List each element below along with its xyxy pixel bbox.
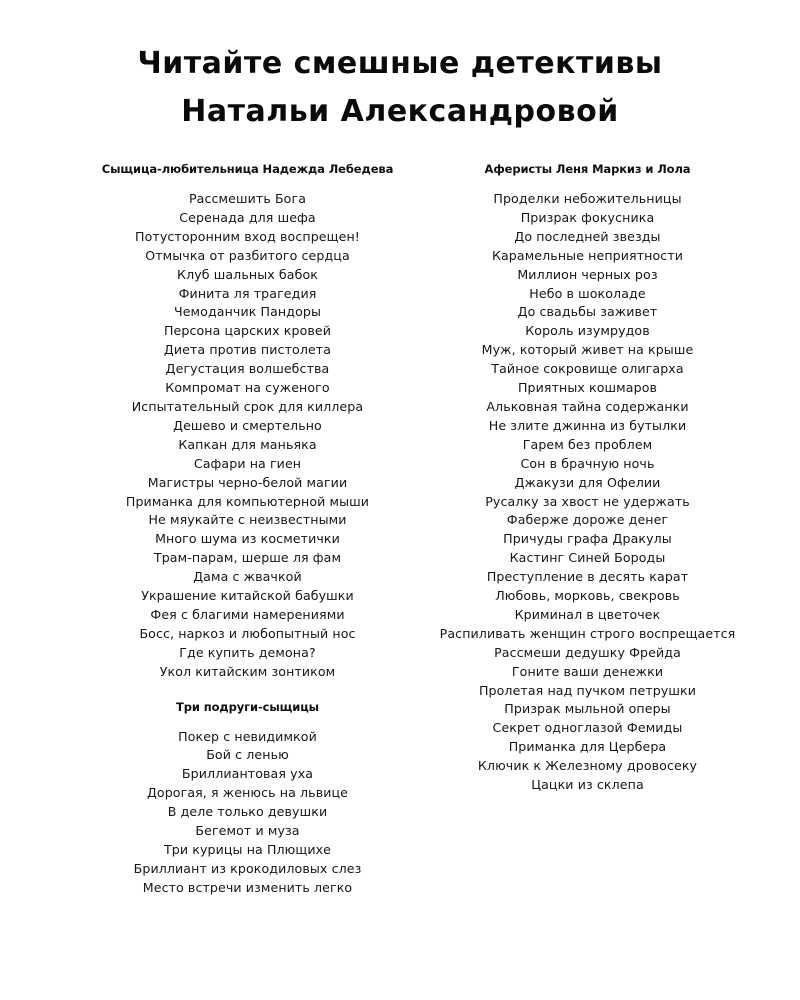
series-heading-three-friends: Три подруги-сыщицы: [176, 699, 319, 714]
book-title: Трам-парам, шерше ля фам: [153, 550, 342, 566]
book-title: Бриллиантовая уха: [181, 766, 314, 782]
book-title: Сафари на гиен: [193, 455, 302, 471]
book-title: Место встречи изменить легко: [142, 879, 353, 895]
book-title: Сон в брачную ночь: [520, 455, 655, 471]
book-title: Тайное сокровище олигарха: [491, 361, 684, 377]
book-title: Не мяукайте с неизвестными: [148, 512, 347, 528]
book-title: Бегемот и муза: [195, 823, 300, 839]
book-title: Призрак мыльной оперы: [504, 701, 671, 717]
book-title: Не злите джинна из бутылки: [488, 417, 687, 433]
book-title: Карамельные неприятности: [491, 247, 684, 263]
book-title: Покер с невидимкой: [178, 728, 317, 744]
book-title: Любовь, морковь, свекровь: [495, 588, 680, 604]
book-title: Дегустация волшебства: [165, 361, 330, 377]
book-title: В деле только девушки: [167, 804, 328, 820]
book-title: Альковная тайна содержанки: [486, 398, 689, 414]
book-title: Секрет одноглазой Фемиды: [492, 720, 683, 736]
book-title: Серенада для шефа: [179, 209, 316, 225]
book-title: Клуб шальных бабок: [177, 266, 318, 282]
book-title: Испытательный срок для киллера: [131, 398, 364, 414]
book-title: Бой с ленью: [206, 747, 289, 763]
book-title: Диета против пистолета: [163, 342, 332, 358]
book-title: Пролетая над пучком петрушки: [478, 682, 697, 698]
book-title: Укол китайским зонтиком: [159, 663, 336, 679]
book-title: Дорогая, я женюсь на львице: [146, 785, 349, 801]
book-title: Король изумрудов: [525, 323, 650, 339]
book-title: Цацки из склепа: [531, 777, 644, 793]
book-title: Компромат на суженого: [165, 380, 330, 396]
book-list-nadezhda-lebedeva: [80, 190, 415, 682]
book-title: Криминал в цветочек: [514, 606, 661, 622]
book-list-markiz-and-lola: [425, 190, 750, 795]
book-title: Небо в шоколаде: [529, 285, 646, 301]
book-title: Финита ля трагедия: [178, 285, 317, 301]
book-title: Причуды графа Дракулы: [503, 531, 672, 547]
book-title: Приманка для Цербера: [508, 739, 667, 755]
book-title: Ключик к Железному дровосеку: [477, 758, 698, 774]
book-title: Распиливать женщин строго воспрещается: [439, 625, 736, 641]
book-title: Фаберже дороже денег: [506, 512, 669, 528]
book-title: Отмычка от разбитого сердца: [145, 247, 350, 263]
book-title: Персона царских кровей: [163, 323, 332, 339]
book-title: Гоните ваши денежки: [511, 663, 664, 679]
book-title: Кастинг Синей Бороды: [509, 550, 666, 566]
book-title: Миллион черных роз: [517, 266, 658, 282]
book-title: Фея с благими намерениями: [150, 606, 345, 622]
book-title: Украшение китайской бабушки: [141, 588, 354, 604]
book-title: Потусторонним вход воспрещен!: [135, 228, 360, 244]
book-title: Рассмеши дедушку Фрейда: [494, 644, 681, 660]
right-column: [425, 162, 750, 795]
book-title: Чемоданчик Пандоры: [173, 304, 322, 320]
book-title: Проделки небожительницы: [493, 191, 682, 206]
book-title: До последней звезды: [514, 228, 661, 244]
book-title: Дешево и смертельно: [173, 417, 322, 433]
page-title: [0, 40, 800, 136]
page-title-line-1: Читайте смешные детективы: [137, 46, 663, 81]
series-heading-nadezhda-lebedeva: Сыщица-любительница Надежда Лебедева: [101, 162, 394, 176]
page-title-line-2: Натальи Александровой: [181, 94, 619, 129]
book-title: До свадьбы заживет: [517, 304, 658, 320]
book-title: Джакузи для Офелии: [514, 474, 661, 490]
book-title: Бриллиант из крокодиловых слез: [133, 860, 362, 876]
book-title: Преступление в десять карат: [486, 569, 689, 585]
book-list-three-friends: [80, 728, 415, 898]
book-title: Приятных кошмаров: [517, 380, 658, 396]
book-title: Капкан для маньяка: [178, 436, 317, 452]
book-title: Русалку за хвост не удержать: [485, 493, 690, 509]
book-title: Босс, наркоз и любопытный нос: [139, 625, 356, 641]
book-title: Много шума из косметички: [155, 531, 340, 547]
book-title: Приманка для компьютерной мыши: [125, 493, 370, 509]
book-title: Муж, который живет на крыше: [481, 342, 694, 358]
book-title: Магистры черно-белой магии: [147, 474, 348, 490]
book-title: Рассмешить Бога: [188, 191, 307, 206]
series-heading-markiz-and-lola: Аферисты Леня Маркиз и Лола: [484, 162, 691, 176]
book-title: Три курицы на Плющихе: [163, 842, 332, 857]
book-title: Гарем без проблем: [522, 436, 653, 452]
book-title: Дама с жвачкой: [193, 569, 302, 585]
book-title: Призрак фокусника: [520, 209, 655, 225]
book-title: Где купить демона?: [179, 644, 316, 660]
left-column: [80, 162, 415, 898]
